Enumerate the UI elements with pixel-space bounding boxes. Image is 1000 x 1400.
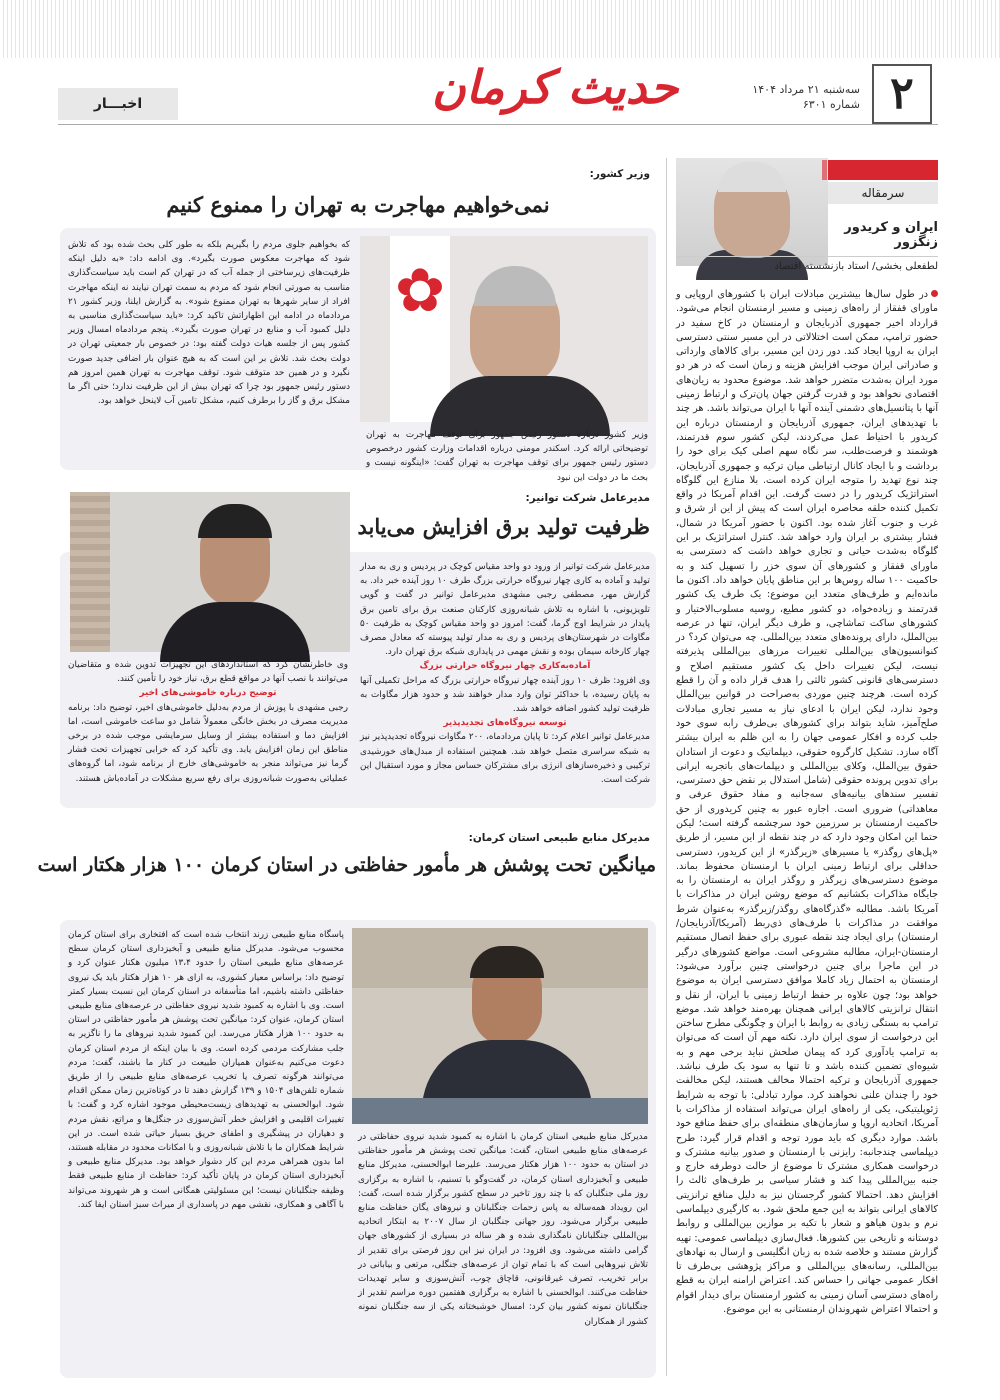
editorial-body xyxy=(676,288,938,1317)
article2-subhead1: آماده‌به‌کاری چهار نیروگاه حرارتی بزرگ xyxy=(419,661,591,672)
article1-title: نمی‌خواهیم مهاجرت به تهران را ممنوع کنیم xyxy=(166,192,550,217)
article2-text2: وی افزود: ظرف ۱۰ روز آینده چهار نیروگاه حرارتی بزرگ که مراحل تکمیلی آنها به پایان رسیده، با حداکثر توان وارد مدار خواهند شد و حدود هزار مگاوات به ظرفیت تولید کشور اضافه خواهد شد. xyxy=(360,675,650,715)
article1-caption: وزیر کشور درباره دستور رئیس جمهور برای توقف مهاجرت به تهران توضیحاتی ارائه کرد. اسکندر مومنی درباره اقدامات وزارت کشور درخصوص دستور رئیس جمهور برای توقف مهاجرت به تهران گفت: «اینگونه نیست و بحث ما در دولت این نبود xyxy=(366,430,648,483)
article2-kicker: مدیرعامل شرکت توانیر: xyxy=(525,492,650,504)
article2-subhead3: توضیح درباره خاموشی‌های اخیر xyxy=(139,688,277,699)
author-photo xyxy=(676,158,828,266)
editorial-red-bar xyxy=(828,160,938,180)
column-divider xyxy=(666,158,667,1376)
article3-body: پاسگاه منابع طبیعی زرند انتخاب شده است که افتخاری برای استان کرمان محسوب می‌شود. مدیرکل منابع طبیعی و آبخیزداری استان کرمان سطح عرصه‌های منابع طبیعی استان را حدود ۱۳،۴ میلیون هکتار عنوان کرد و توضیح داد: براساس معیار کشوری، به ازای هر ۱۰ هزار هکتار باید یک نیروی حفاظتی داشته باشیم، اما متأسفانه در استان کرمان این نسبت بسیار کمتر است. وی با اشاره به کمبود شدید نیروی حفاظتی در عرصه‌های منابع طبیعی استان کرمان، عنوان کرد: میانگین تحت پوشش هر مأمور حفاظتی در استان به حدود ۱۰۰ هزار هکتار می‌رسد. این کمبود شدید نیروهای ما را ناگزیر به جلب مشارکت مردمی کرده است. وی با بیان اینکه از مردم استان کرمان دعوت می‌کنیم به‌عنوان همیاران طبیعت در کنار ما باشند، گفت: مردم می‌توانند هرگونه تصرف یا تخریب عرصه‌های منابع طبیعی را از طریق شماره تلفن‌های ۱۵۰۴ و ۱۳۹ گزارش دهند تا در کوتاه‌ترین زمان ممکن اقدام شود. ابوالحسنی به تهدیدهای زیست‌محیطی موجود اشاره کرد و گفت: با تغییرات اقلیمی و افزایش خطر آتش‌سوزی در جنگل‌ها و مراتع، نقش مردم و دهیاران در پیشگیری و اطفای حریق بسیار حیاتی شده است. در این شرایط همکاران ما با تلاش شبانه‌روزی و با امکانات محدود در مقابله هستند، اما بدون همراهی مردم این کار دشوار خواهد بود. مدیرکل منابع طبیعی و آبخیزداری استان کرمان در پایان تأکید کرد: حفاظت از منابع طبیعی فقط وظیفه جنگلبانان نیست؛ این مسئولیتی همگانی است و هر شهروند می‌تواند با آگاهی و همکاری، نقشی مهم در پاسداری از میراث سبز استان ایفا کند. xyxy=(68,930,345,1210)
article2-text1: مدیرعامل شرکت توانیر از ورود دو واحد مقیاس کوچک در پردیس و ری به مدار تولید و آماده به کاری چهار نیروگاه حرارتی بزرگ طرف ۱۰ روز آینده خبر داد. به گزارش مهر، مصطفی رجبی مشهدی مدیرعامل توانیر در گفت و گویی تلویزیونی، با اشاره به تلاش شبانه‌روزی کارکنان صنعت برق برای تامین برق پایدار در شرایط اوج گرما، گفت: امروز دو واحد مقیاس کوچک به ظرفیت ۵۰ مگاوات در شهرستان‌های پردیس و ری به مدار تولید پیوسته که معادل مصرف چهار کارخانه سیمان بوده و نقش مهمی در پایداری شبکه برق تهران دارد. xyxy=(360,562,651,658)
article3-kicker: مدیرکل منابع طبیعی استان کرمان: xyxy=(468,832,650,844)
article1-kicker: وزیر کشور: xyxy=(589,168,650,180)
editorial-kicker: سرمقاله xyxy=(828,182,938,204)
article2-subhead2: توسعه نیروگاه‌های تجدیدپذیر xyxy=(443,718,567,729)
newspaper-logo: حدیث کرمان xyxy=(432,60,679,114)
article2-title: ظرفیت تولید برق افزایش می‌یابد xyxy=(357,514,650,539)
editorial-author: لطفعلی بخشی/ استاد بازنشسته اقتصاد xyxy=(676,256,938,276)
article3-caption: مدیرکل منابع طبیعی استان کرمان با اشاره به کمبود شدید نیروی حفاظتی در عرصه‌های منابع طبیعی استان، گفت: میانگین تحت پوشش هر مأمور حفاظتی در استان به حدود ۱۰۰ هزار هکتار می‌رسد. علیرضا ابوالحسنی، مدیرکل منابع طبیعی و آبخیزداری استان کرمان، در گفت‌وگو با تسنیم، با اشاره به برگزاری روز ملی جنگلبان که با چند روز تاخیر در سطح کشور برگزار شده است، گفت: این رویداد همه‌ساله به پاس زحمات جنگلبانان و نیروهای یگان حفاظت منابع طبیعی برگزار می‌شود. روز جهانی جنگلبان از سال ۲۰۰۷ به ابتکار اتحادیه بین‌المللی جنگلبانان نامگذاری شده و هر ساله در بسیاری از کشورهای جهان گرامی داشته می‌شود. وی افزود: در ایران نیز این روز فرصتی برای تقدیر از تلاش نیروهایی است که با تمام توان از عرصه‌های جنگلی، مرتعی و بیابانی در برابر تخریب، تصرف غیرقانونی، قاچاق چوب، آتش‌سوزی و سایر تهدیدات حفاظت می‌کنند. ابوالحسنی با اشاره به برگزاری هفتمین دوره مراسم تقدیر از جنگلبانان نمونه کشور بیان کرد: امسال خوشبختانه یکی از سه جنگلبان نمونه کشور از همکاران xyxy=(358,1132,648,1327)
editorial-text: در طول سال‌ها بیشترین مبادلات ایران با کشورهای اروپایی و ماورای قفقاز از راه‌های زمینی و مسیر ارمنستان انجام می‌شود. قرارداد اخیر جمهوری آذربایجان و ارمنستان در کاخ سفید در حضور ترامپ، ممکن است اختلالاتی در این مسیر سنتی دسترسی ایران به اروپا ایجاد کند. دور زدن این مسیر، برای کالاهای وارداتی و صادراتی ایران موجب افزایش هزینه و زمان است که در هر دو مورد ایران به‌شدت متضرر خواهد شد. موضوع محدود به زیان‌های اقتصادی نخواهد بود و قدرت گرفتن جهان پان‌ترک و ارتباط زمینی آنها با پتانسیل‌های دشمنی آینده آنها با ایران می‌تواند باشد. هر چند با تهدیدهای ایران، جمهوری آذربایجان و ارمنستان درباره این کریدور با احتیاط عمل می‌کردند، لیکن کشور سوم قدرتمند، هوشمند و فرصت‌طلب، سر نگاه سهم اصلی کیک برای خود را برداشت و با ایجاد کانال ارتباطی میان ترکیه و جمهوری آذربایجان، چند نوع تهدید را متوجه ایران کرده است. بلا منازع این گلوگاه استراتژیک کریدور را در دست گرفت. این اقدام آمریکا در واقع تکمیل کننده حلقه محاصره ایران است که پیش از این از شرق و غرب و جنوب آغاز شده بود. اکنون با حضور آمریکا در شمال، فشار بیشتری بر ایران وارد خواهد شد. کنترل استراتژیک بر این گلوگاه به‌شدت حیاتی و تجاری خواهد داشت که دسترسی به ماورای قفقاز و کشورهای آن سوی خزر را تسهیل کند و به حاکمیت ۱۰۰ ساله روس‌ها بر این مناطق پایان خواهد داد. اکنون ما مانده‌ایم و طرف‌های متعدد این موضوع: یک طرف یک کشور قدرتمند و زیاده‌خواه، دو کشور مطیع، روسیه مسلوب‌الاختیار و کشورهای ساکت تماشاچی، و طرف دیگر ایران، تنها در عرصه بین‌الملل، دارای پرونده‌های متعدد بین‌المللی. چه می‌توان کرد؟ در کنوانسیون‌های بین‌المللی تغییرات مرزهای بین‌المللی پذیرفته نیست، لیکن تغییرات داخل یک کشور مستقیم اصلاح و دسترسی‌های قانونی کشور ثالثی را هدف قرار داده و آن را قطع کرده است. هرچند چنین موردی به‌صراحت در قوانین بین‌الملل وجود ندارد، لیکن ایران با ادعای نیاز به مسیر تجاری مبادلات صلح‌آمیز، شاید بتواند برای کشورهای بی‌طرف رابه سوی خود جلب کرده و افکار عمومی جهان را به این ظلم به ایران بیشتر آگاه سازد. تشکیل کارگروه حقوقی، دیپلماتیک و دعوت از استادان حقوق بین‌الملل، وکلای بین‌المللی و دیپلمات‌های باتجربه ایرانی برای تدوین پرونده حقوقی (شامل استدلال بر نقض حق دسترسی، تفسیر سندهای بیانیه‌های سه‌جانبه و مفاد حقوق عرفی و معاهداتی) ضروری است. اجازه عبور به چنین کریدوری از حق حاکمیت ارمنستان بر سرزمین خود سرچشمه گرفته است؛ لیکن حتما این امکان وجود دارد که در چند نقطه از این مسیر، از طریق «پل‌های روگذر» یا مسیرهای «زیرگذر» از این کریدور، دسترسی حداقلی برای ارتباط زمینی ایران با ارمنستان محفوظ بماند. موضوع دسترسی‌های زیرگذر و روگذر ایران به ارمنستان را به جایگاه مذاکرات بکشانیم که موضع روشن ایران در مذاکرات با آمریکا باشد. مطالبه «گذرگاه‌های روگذر/زیرگذر» به‌عنوان شرط موافقت در مذاکرات با طرف‌های ذی‌ربط (آمریکا/آذربایجان/ارمنستان) برای ایجاد چند نقطه عبوری برای حفظ اتصال مستقیم ارمنستان-ایران، مطالبه مشروعی است. مواضع کشورهای درگیر در این ماجرا برای چنین درخواستی چنین برآورد می‌شود: ارمنستان به احتمال زیاد کاملا موافق دسترسی ایران به موضوع خواهد بود؛ چون علاوه بر حفظ ارتباط زمینی با ایران، از نقل و انتقال ترانزیتی کالاهای ایرانی همچنان بهره‌مند خواهد شد. موضع ترامپ به بستگی زیادی به روابط با ایران و چگونگی مطرح ساختن این درخواست از سوی ایران دارد. نکته مهم آن است که می‌توان به ترامپ یادآوری کرد که پیمان صلحش نباید برخی مهم و به شیوه‌ای تضمین کننده باشد و تا تنها به سود یک طرف نباشد. جمهوری آذربایجان و ترکیه احتمالا مخالف هستند، لیکن مخالفت خود را چندان علنی نخواهند کرد. موارد تبادلی: با توجه به شرایط ژئوپلیتیکی، یکی از راه‌های ایران می‌تواند استفاده از مذاکرات با آمریکا، اتحادیه اروپا و سازمان‌های منطقه‌ای برای حفظ منافع خود باشد. موارد دیگری که باید مورد توجه و اقدام قرار گیرد: طرح دیپلماسی چندجانبه: رایزنی با ارمنستان و صدور بیانیه مشترک و درخواست همکاری مشترک تا موضوع از حالت دوطرفه خارج و جنبه بین‌المللی پیدا کند و فشار سیاسی بر طرف‌های ثالث را افزایش دهد. احتمالا کشور گرجستان نیز به دلیل منافع ترانزیتی کالاهای ایرانی بتواند به این جمع ملحق شود. به کارگیری دیپلماسی نرم و بدون هیاهو و شعار با تکیه بر موازین بین‌المللی و روابط دوستانه و تاریخی بین کشورها. فعال‌سازی دیپلماسی عمومی: تهیه گزارش مستند و خلاصه شده به زبان انگلیسی و ارسال به نهادهای بین‌المللی، رسانه‌های بین‌المللی و مراکز پژوهشی بی‌طرف تا افکار عمومی جهانی را حساس کند. اعتراض ارامنه ایران به قطع راه‌های دسترسی آسان زمینی به کشور ارمنستان برای دیدار اقوام و احتمالا اعتراض شهروندان ارمنستانی به این موضوع. xyxy=(676,289,938,1316)
article3-photo xyxy=(352,928,648,1124)
article2-body xyxy=(360,560,650,804)
article2-photo xyxy=(70,492,350,652)
article3-title: میانگین تحت پوشش هر مأمور حفاظتی در استان کرمان ۱۰۰ هزار هکتار است xyxy=(37,854,656,876)
page-number: ۲ xyxy=(872,64,932,124)
editorial-title: ایران و کریدور زنگزور xyxy=(844,220,938,250)
article2-text4: وی خاطرنشان کرد که استانداردهای این تجهیزات تدوین شده و متقاضیان می‌توانند با نصب آنها در مواقع قطع برق، نیاز خود را تأمین کنند. xyxy=(68,660,348,685)
header-hatch xyxy=(0,0,1000,58)
bullet-icon xyxy=(931,290,938,297)
issue-info xyxy=(752,82,860,112)
article1-photo: ✿ xyxy=(360,236,648,422)
article1-body: که بخواهیم جلوی مردم را بگیریم بلکه به طور کلی بحث شده بود که تلاش شود که مهاجرت معکوس صورت بگیرد». وی ادامه داد: «به دلیل اینکه ظرفیت‌های زیرساختی از جمله آب که در تهران کم است باید سیاست‌گذاری مناسب به صورتی انجام شود که مردم به سمت تهران نیایند نه اینکه مهاجرت افراد از سایر شهرها به تهران ممنوع شود». به گزارش ایلنا، وزیر کشور ۲۱ مردادماه در ادامه این اظهاراتش تاکید کرد: «باید سیاست‌گذاری مناسبی به دلیل کمبود آب و منابع در تهران صورت بگیرد». پنجم مردادماه امسال وزیر کشور پس از جلسه هیات دولت گفته بود: در خصوص بار جمعیتی تهران در دولت بحث شد. تلاش بر این است که به هیچ عنوان بار اضافی جدید صورت نگیرد و در همین حد متوقف شود. توقف مهاجرت به تهران همین امروز هم دستور رئیس جمهور بود چرا که تهران بیش از این ظرفیت ندارد؛ حتی اگر ما مشکل برق و گاز را برطرف کنیم، مشکل تامین آب لاینحل خواهد بود. xyxy=(68,240,350,407)
article2-text5: رجبی مشهدی با پوزش از مردم به‌دلیل خاموشی‌های اخیر، توضیح داد: برنامه مدیریت مصرف در بخش خانگی معمولاً شامل دو ساعت خاموشی است، اما افزایش دما و استفاده بیشتر از وسایل سرمایشی موجب شده در برخی مناطق این زمان افزایش یابد. وی تأکید کرد که خرابی تجهیزات تحت فشار گرما نیز می‌تواند منجر به خاموشی‌های خارج از برنامه شود، اما گروه‌های عملیاتی به‌صورت شبانه‌روزی برای رفع سریع مشکلات در آماده‌باش هستند. xyxy=(68,702,348,784)
article2-col2 xyxy=(68,658,348,804)
header-rule xyxy=(58,124,938,125)
page-header xyxy=(0,0,1000,128)
issue-date: سه‌شنبه ۲۱ مرداد ۱۴۰۴ xyxy=(752,83,860,96)
issue-number: شماره ۶۳۰۱ xyxy=(802,98,860,111)
section-label: اخبـــار xyxy=(58,88,178,120)
article2-text3: مدیرعامل توانیر اعلام کرد: تا پایان مردادماه، ۲۰۰ مگاوات نیروگاه تجدیدپذیر نیز به شبکه سراسری متصل خواهد شد. همچنین استفاده از مبدل‌های خورشیدی ترکیبی و ذخیره‌سازهای انرژی برای مشترکان حساس مجاز و مورد استقبال این شرکت است. xyxy=(360,732,650,786)
editorial-column xyxy=(676,158,938,1376)
